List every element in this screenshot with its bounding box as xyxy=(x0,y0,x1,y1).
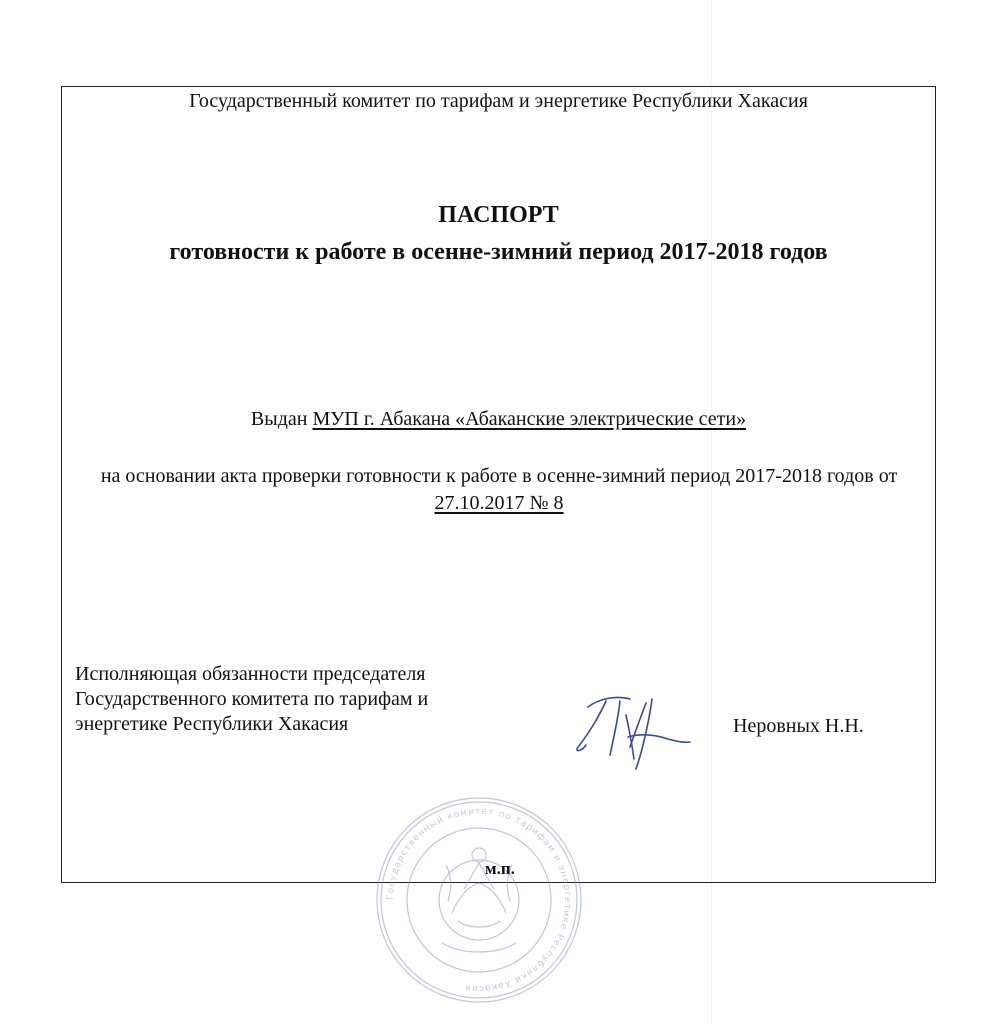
basis-paragraph xyxy=(90,463,908,517)
position-line: Государственного комитета по тарифам и xyxy=(75,688,429,710)
stamp-ring-text: Государственный комитет по тарифам и энергетике Республики Хакасия xyxy=(385,806,573,994)
basis-text: на основании акта проверки готовности к работе в осенне-зимний период 2017-2018 годов от xyxy=(100,465,898,487)
issued-recipient: МУП г. Абакана «Абаканские электрические сети» xyxy=(312,408,747,430)
official-seal-stamp xyxy=(372,793,586,1007)
position-line: Исполняющая обязанности председателя xyxy=(75,663,426,685)
basis-act-reference: 27.10.2017 № 8 xyxy=(434,492,564,514)
signatory-position xyxy=(75,662,545,737)
document-subtitle: готовности к работе в осенне-зимний период 2017-2018 годов xyxy=(169,239,828,265)
position-line: энергетике Республики Хакасия xyxy=(75,713,349,735)
issued-to-line xyxy=(61,406,936,432)
stamp-place-label: м.п. xyxy=(485,859,515,878)
svg-text:Государственный комитет по тар xyxy=(386,807,572,993)
signatory-name: Неровных Н.Н. xyxy=(733,715,864,737)
document-title: ПАСПОРТ xyxy=(438,202,559,228)
issued-prefix: Выдан xyxy=(250,408,308,430)
handwritten-signature xyxy=(568,685,698,775)
issuing-organization: Государственный комитет по тарифам и энергетике Республики Хакасия xyxy=(189,90,808,112)
